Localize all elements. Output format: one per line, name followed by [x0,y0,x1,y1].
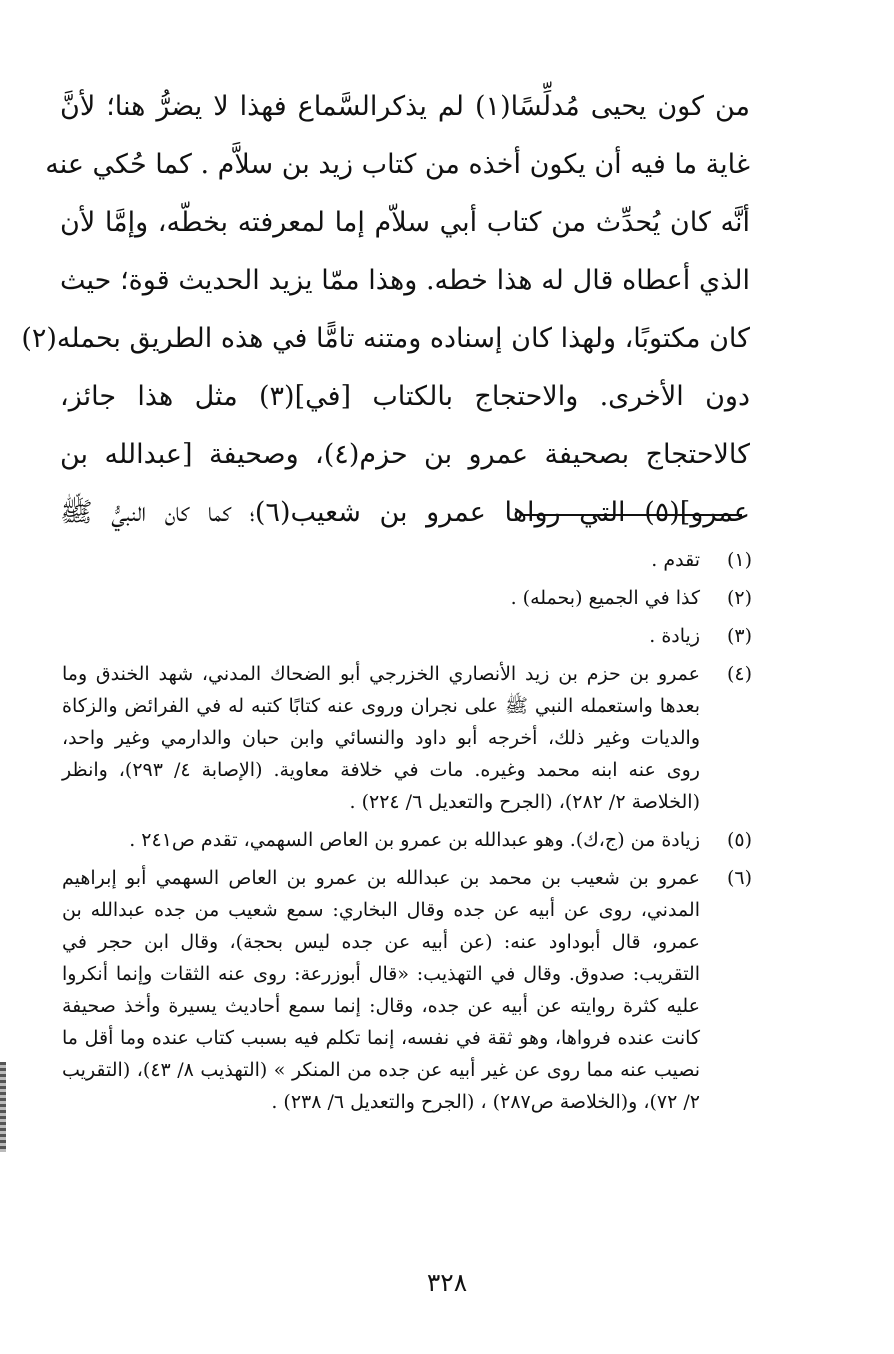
footnote-line: نصيب عنه مما روى عن غير أبيه عن جده من المنكر » (التهذيب ٨/ ٤٣)، (التقريب [62,1059,700,1081]
main-text-line: أنَّه كان يُحدِّث من كتاب أبي سلاّم إما لمعرفته بخطّه، وإمَّا لأن [60,207,750,238]
footnote-line: عمرو، قال أبوداود عنه: (عن أبيه عن جده ليس بحجة)، وقال ابن حجر في [62,931,700,953]
footnote-line: المدني، روى عن أبيه عن جده وقال البخاري: سمع شعيب من جده عبدالله بن [62,899,700,921]
footnote-4 [62,658,752,818]
footnote-line: تقدم . [651,549,700,571]
footnote-line: زيادة . [649,625,700,647]
footnote-line: بعدها واستعمله النبي ﷺ على نجران وروى عنه كتابًا كتبه له في الفرائض والزكاة [62,695,700,717]
footnote-line: عمرو بن شعيب بن محمد بن عبدالله بن عمرو بن العاص السهمي أبو إبراهيم [62,867,700,889]
main-text-line: كالاحتجاج بصحيفة عمرو بن حزم(٤)، وصحيفة [عبدالله بن [60,439,750,470]
scan-edge-mark [0,1062,6,1152]
main-text-line: الذي أعطاه قال له هذا خطه. وهذا ممّا يزيد الحديث قوة؛ حيث [60,265,750,296]
footnote-text [62,862,700,1118]
main-text-line: من كون يحيى مُدلِّسًا(١) لم يذكرالسَّماع فهذا لا يضرُّ هنا؛ لأنَّ [60,91,750,122]
page-number: ٣٢٨ [426,1268,468,1297]
footnote-number: (٢) [726,587,752,609]
footnote-5 [62,824,752,856]
footnote-line: (الخلاصة ٢/ ٢٨٢)، (الجرح والتعديل ٦/ ٢٢٤) . [349,791,700,813]
footnote-1 [62,544,752,576]
footnote-3 [62,620,752,652]
footnote-divider [520,514,742,516]
footnote-number: (٣) [726,625,752,647]
footnote-text [62,620,700,652]
footnote-line: عليه كثرة روايته عن أبيه عن جده، وقال: إنما سمع أحاديث يسيرة وأخذ صحيفة [62,995,700,1017]
footnote-text [62,658,700,818]
footnote-text [62,544,700,576]
main-text [21,78,750,542]
footnote-text [62,824,700,856]
footnote-line: التقريب: صدوق. وقال في التهذيب: «قال أبوزرعة: روى عنه الثقات وإنما أنكروا [62,963,700,985]
main-text-line: غاية ما فيه أن يكون أخذه من كتاب زيد بن سلاَّم . كما حُكي عنه [45,149,750,180]
footnote-number: (٦) [726,867,752,889]
footnote-line: روى عنه ابنه محمد وغيره. مات في خلافة معاوية. (الإصابة ٤/ ٢٩٣)، وانظر [62,759,700,781]
footnote-text [62,582,700,614]
footnote-6 [62,862,752,1118]
footnotes [62,544,752,1124]
main-text-line: عمرو](٥) التي رواها عمرو بن شعيب(٦)؛ كما كان النبيُّ ﷺ [60,497,750,528]
footnote-line: كانت عنده فرواها، وهو ثقة في نفسه، إنما تكلم فيه بسبب كتاب عنده وما أقل ما [62,1027,700,1049]
footnote-number: (٥) [726,829,752,851]
main-text-line: دون الأخرى. والاحتجاج بالكتاب [في](٣) مثل هذا جائز، [60,381,750,412]
footnote-number: (٤) [726,663,752,685]
footnote-line: ٢/ ٧٢)، و(الخلاصة ص٢٨٧) ، (الجرح والتعديل ٦/ ٢٣٨) . [271,1091,700,1113]
main-text-line: كان مكتوبًا، ولهذا كان إسناده ومتنه تامًّا في هذه الطريق بحمله(٢) [21,323,750,354]
footnote-number: (١) [726,549,752,571]
footnote-line: كذا في الجميع (بحمله) . [510,587,700,609]
footnote-line: زيادة من (ج،ك). وهو عبدالله بن عمرو بن العاص السهمي، تقدم ص٢٤١ . [129,829,700,851]
footnote-line: والديات وغير ذلك، أخرجه أبو داود والنسائي وابن حبان والدارمي وغير واحد، [62,727,700,749]
footnote-2 [62,582,752,614]
footnote-line: عمرو بن حزم بن زيد الأنصاري الخزرجي أبو الضحاك المدني، شهد الخندق وما [62,663,700,685]
